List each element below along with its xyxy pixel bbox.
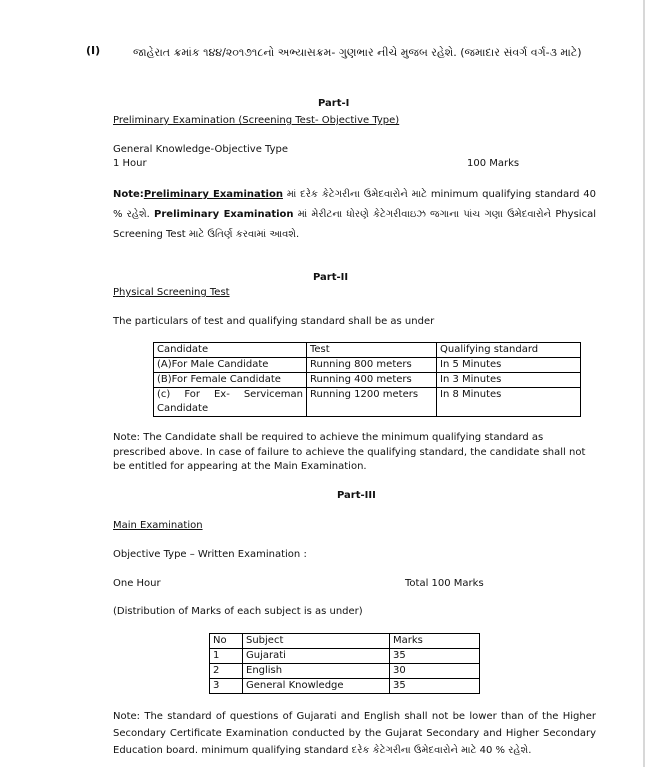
part3-marks: Total 100 Marks (405, 578, 484, 589)
part3-note: Note: The standard of questions of Gujarati and English shall not be lower than of the Higher Secondary Certificate Examination conducted by the Gujarat Secondary and Higher Secondary Education board. minimum qualifying standard દરેક કેટેગરીના ઉમેદવારોને માટે 40 % રહેશે. (113, 711, 596, 756)
table-cell: 2 (210, 664, 243, 679)
part3-duration: One Hour (113, 578, 161, 589)
table-cell: General Knowledge (243, 679, 390, 694)
table-cell: In 5 Minutes (437, 358, 581, 373)
table-row (210, 649, 480, 664)
note-label: Note: (113, 189, 144, 200)
part3-exam-type: Objective Type – Written Examination : (113, 549, 307, 560)
part1-exam-type: General Knowledge-Objective Type (113, 144, 289, 155)
table-cell: In 8 Minutes (437, 388, 581, 417)
part3-distribution: (Distribution of Marks of each subject is as under) (113, 606, 363, 617)
table-cell: Gujarati (243, 649, 390, 664)
part2-title: Part-II (313, 272, 349, 283)
table-cell: 30 (390, 664, 480, 679)
table-header: Candidate (154, 343, 307, 358)
note-bold-2: Preliminary Examination (154, 209, 294, 220)
table-cell: (c) For Ex- Serviceman Candidate (154, 388, 307, 417)
physical-test-table (153, 342, 581, 417)
note-text-1: માં દરેક કેટેગરીના ઉમેદવારોને માટે minimum qualifying standard 40 % રહેશે. (113, 189, 596, 220)
note-text-2: માં મેરીટના ધોરણે કેટેગરીવાઇઝ જગાના પાંચ ગણા ઉમેદવારોને Physical Screening Test માટે ઉતિર્ણ કરવામાં આવશે. (113, 209, 596, 240)
table-cell: English (243, 664, 390, 679)
table-header: Subject (243, 634, 390, 649)
table-cell: Running 400 meters (307, 373, 437, 388)
table-cell: Running 1200 meters (307, 388, 437, 417)
part1-marks: 100 Marks (467, 158, 520, 169)
part1-subtitle: Preliminary Examination (Screening Test- Objective Type) (113, 115, 400, 126)
table-cell: (A)For Male Candidate (154, 358, 307, 373)
part1-note (113, 185, 596, 245)
table-row (154, 388, 581, 417)
table-header: Test (307, 343, 437, 358)
table-row (154, 358, 581, 373)
table-cell: In 3 Minutes (437, 373, 581, 388)
table-cell: 35 (390, 649, 480, 664)
section-heading: જાહેરાત ક્રમાંક ૧૪૪/૨૦૧૭૧૮નો અભ્યાસક્રમ- ગુણભાર નીચે મુજબ રહેશે. (જમાદાર સંવર્ગ વર્ગ-૩ માટે) (133, 46, 582, 59)
part2-subtitle: Physical Screening Test (113, 287, 230, 298)
section-number: (I) (86, 44, 101, 57)
table-row (210, 679, 480, 694)
subject-marks-table (209, 633, 480, 694)
table-cell: 35 (390, 679, 480, 694)
part2-note: Note: The Candidate shall be required to achieve the minimum qualifying standard as prescribed above. In case of failure to achieve the qualifying standard, the candidate shall not be entitled for appearing at the Main Examination. (113, 432, 586, 472)
table-cell: 3 (210, 679, 243, 694)
table-row (210, 664, 480, 679)
table-header: Marks (390, 634, 480, 649)
table-header: No (210, 634, 243, 649)
table-cell: (B)For Female Candidate (154, 373, 307, 388)
part2-intro: The particulars of test and qualifying standard shall be as under (113, 316, 435, 327)
part3-subtitle: Main Examination (113, 520, 203, 531)
table-header-row (210, 634, 480, 649)
table-cell: 1 (210, 649, 243, 664)
part1-duration: 1 Hour (113, 158, 147, 169)
part3-title: Part-III (337, 490, 376, 501)
part1-title: Part-I (318, 98, 350, 109)
table-row (154, 373, 581, 388)
table-header: Qualifying standard (437, 343, 581, 358)
note-bold-1: Preliminary Examination (143, 189, 283, 200)
table-header-row (154, 343, 581, 358)
table-cell: Running 800 meters (307, 358, 437, 373)
